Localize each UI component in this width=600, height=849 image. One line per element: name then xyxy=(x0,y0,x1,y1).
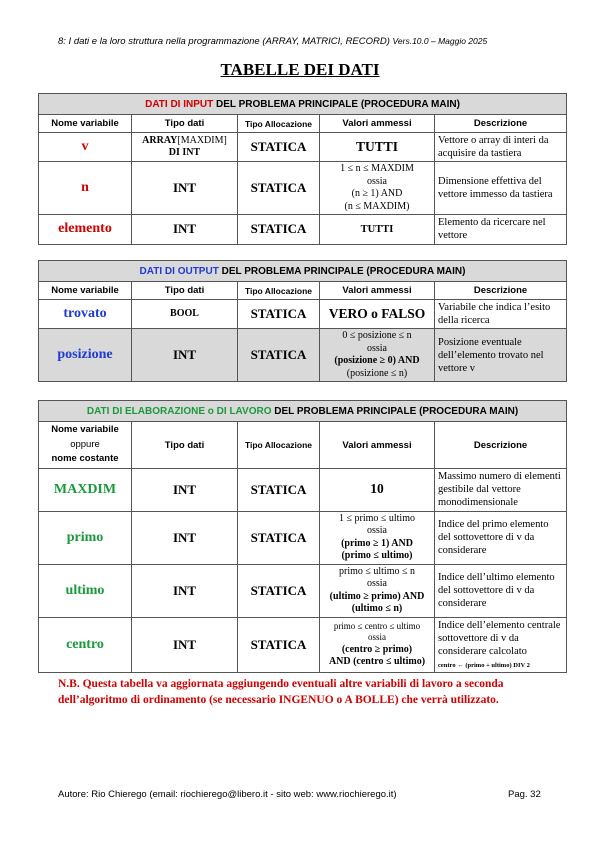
var-name: trovato xyxy=(39,300,132,329)
table-row xyxy=(39,617,567,673)
var-values: primo ≤ ultimo ≤ n ossia (ultimo ≥ primo) AND (ultimo ≤ n) xyxy=(320,564,435,617)
var-name: n xyxy=(39,162,132,215)
header-text: 8: I dati e la loro struttura nella programmazione (ARRAY, MATRICI, RECORD) xyxy=(58,36,390,47)
var-desc: Elemento da ricercare nel vettore xyxy=(435,215,567,244)
footer-author: Autore: Rio Chierego (email: riochierego@libero.it - sito web: www.riochierego.it) xyxy=(58,789,397,800)
col-header-alloc: Tipo Allocazione xyxy=(238,282,320,300)
var-name: primo xyxy=(39,511,132,564)
table-row xyxy=(39,511,567,564)
table-row xyxy=(39,329,567,382)
col-header-alloc: Tipo Allocazione xyxy=(238,115,320,133)
header-version: Vers.10.0 – Maggio 2025 xyxy=(392,36,488,46)
col-header-valori: Valori ammessi xyxy=(320,282,435,300)
var-type: ARRAY[MAXDIM] DI INT xyxy=(132,133,238,162)
work-table-caption: DATI DI ELABORAZIONE o DI LAVORO DEL PROBLEMA PRINCIPALE (PROCEDURA MAIN) xyxy=(39,401,567,422)
var-desc: Indice dell’elemento centrale sottovettore di v da considerare calcolato centro ← (primo + ultimo) DIV 2 xyxy=(435,617,567,673)
var-alloc: STATICA xyxy=(238,133,320,162)
page-title: TABELLE DEI DATI xyxy=(220,60,380,79)
table-row xyxy=(39,469,567,511)
col-header-valori: Valori ammessi xyxy=(320,422,435,469)
var-name: posizione xyxy=(39,329,132,382)
var-values: primo ≤ centro ≤ ultimo ossia (centro ≥ primo) AND (centro ≤ ultimo) xyxy=(320,617,435,673)
var-desc: Indice del primo elemento del sottovettore di v da considerare xyxy=(435,511,567,564)
input-data-table xyxy=(38,93,567,245)
col-header-desc: Descrizione xyxy=(435,115,567,133)
col-header-desc: Descrizione xyxy=(435,282,567,300)
var-values: TUTTI xyxy=(320,133,435,162)
var-alloc: STATICA xyxy=(238,617,320,673)
var-desc: Vettore o array di interi da acquisire da tastiera xyxy=(435,133,567,162)
var-name: centro xyxy=(39,617,132,673)
var-type: INT xyxy=(132,617,238,673)
var-alloc: STATICA xyxy=(238,564,320,617)
input-table-caption: DATI DI INPUT DEL PROBLEMA PRINCIPALE (PROCEDURA MAIN) xyxy=(39,94,567,115)
col-header-valori: Valori ammessi xyxy=(320,115,435,133)
col-header-tipo: Tipo dati xyxy=(132,115,238,133)
var-name: elemento xyxy=(39,215,132,244)
var-alloc: STATICA xyxy=(238,162,320,215)
formula: centro ← (primo + ultimo) DIV 2 xyxy=(438,661,530,669)
work-data-table xyxy=(38,400,567,673)
col-header-alloc: Tipo Allocazione xyxy=(238,422,320,469)
var-alloc: STATICA xyxy=(238,511,320,564)
col-header-nome: Nome variabile xyxy=(39,282,132,300)
var-type: INT xyxy=(132,215,238,244)
var-type: BOOL xyxy=(132,300,238,329)
col-header-nome: Nome variabile oppure nome costante xyxy=(39,422,132,469)
table-row xyxy=(39,162,567,215)
output-table-caption: DATI DI OUTPUT DEL PROBLEMA PRINCIPALE (PROCEDURA MAIN) xyxy=(39,261,567,282)
var-type: INT xyxy=(132,162,238,215)
var-desc: Variabile che indica l’esito della ricerca xyxy=(435,300,567,329)
page-number: Pag. 32 xyxy=(508,789,541,800)
var-alloc: STATICA xyxy=(238,469,320,511)
var-values: 0 ≤ posizione ≤ n ossia (posizione ≥ 0) AND (posizione ≤ n) xyxy=(320,329,435,382)
output-data-table xyxy=(38,260,567,382)
var-type: INT xyxy=(132,329,238,382)
table-row xyxy=(39,564,567,617)
table-row xyxy=(39,300,567,329)
var-type: INT xyxy=(132,564,238,617)
var-desc: Posizione eventuale dell’elemento trovato nel vettore v xyxy=(435,329,567,382)
col-header-tipo: Tipo dati xyxy=(132,282,238,300)
var-alloc: STATICA xyxy=(238,329,320,382)
var-name: ultimo xyxy=(39,564,132,617)
var-desc: Massimo numero di elementi gestibile dal vettore monodimensionale xyxy=(435,469,567,511)
col-header-desc: Descrizione xyxy=(435,422,567,469)
var-type: INT xyxy=(132,511,238,564)
var-name: v xyxy=(39,133,132,162)
var-desc: Dimensione effettiva del vettore immesso da tastiera xyxy=(435,162,567,215)
col-header-nome: Nome variabile xyxy=(39,115,132,133)
page-header xyxy=(58,36,487,47)
table-row xyxy=(39,215,567,244)
var-desc: Indice dell’ultimo elemento del sottovettore di v da considerare xyxy=(435,564,567,617)
var-values: 1 ≤ primo ≤ ultimo ossia (primo ≥ 1) AND (primo ≤ ultimo) xyxy=(320,511,435,564)
note-text: N.B. Questa tabella va aggiornata aggiungendo eventuali altre variabili di lavoro a seconda dell’algoritmo di ordinamento (se necessario INGENUO o A BOLLE) che verrà utilizzato. xyxy=(58,678,504,707)
var-alloc: STATICA xyxy=(238,215,320,244)
var-alloc: STATICA xyxy=(238,300,320,329)
var-values: VERO o FALSO xyxy=(320,300,435,329)
table-row xyxy=(39,133,567,162)
var-values: TUTTI xyxy=(320,215,435,244)
var-type: INT xyxy=(132,469,238,511)
col-header-tipo: Tipo dati xyxy=(132,422,238,469)
var-values: 10 xyxy=(320,469,435,511)
var-name: MAXDIM xyxy=(39,469,132,511)
var-values: 1 ≤ n ≤ MAXDIM ossia (n ≥ 1) AND (n ≤ MAXDIM) xyxy=(320,162,435,215)
